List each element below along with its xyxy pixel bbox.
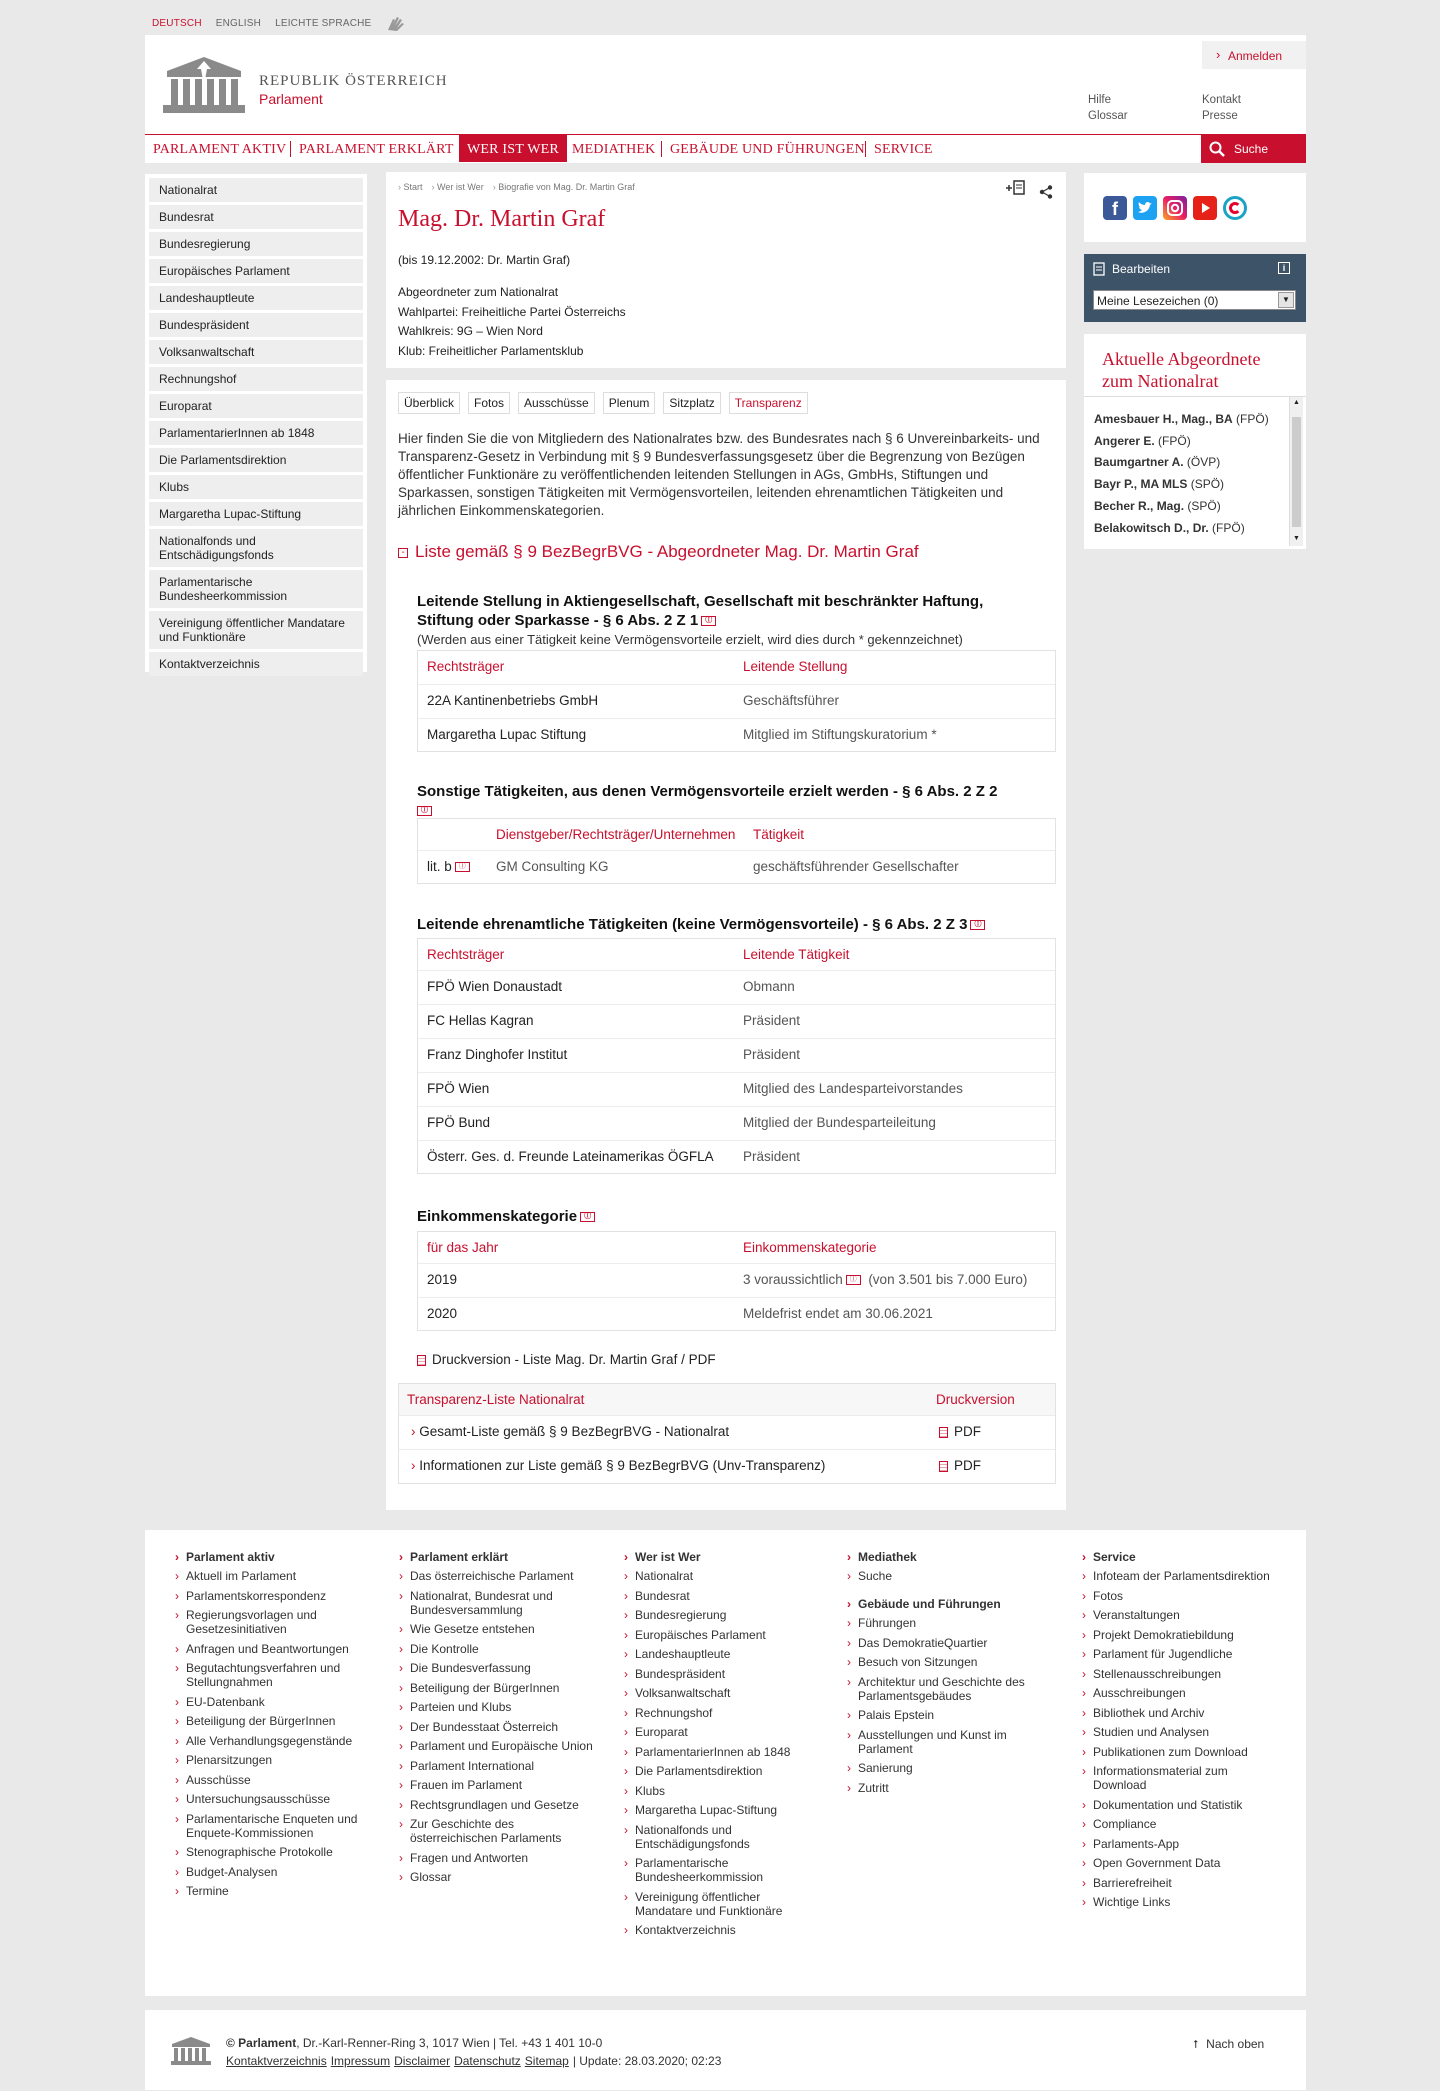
list-item[interactable]	[1094, 518, 1269, 540]
cell-kategorie: Meldefrist endet am 30.06.2021	[743, 1306, 933, 1321]
list-item[interactable]	[1094, 474, 1269, 496]
footer-link[interactable]: › Parlament International	[410, 1759, 595, 1773]
table-row	[418, 1298, 1055, 1332]
profile-tabs	[398, 392, 808, 414]
table-header	[418, 1232, 1055, 1264]
footer-link[interactable]: › Nationalfonds und Entschädigungsfonds	[635, 1823, 820, 1851]
logo-line2: Parlament	[259, 91, 323, 107]
util-links-2	[1202, 92, 1241, 124]
tab-plenum[interactable]: Plenum	[603, 392, 656, 414]
section3-title-text: Leitende ehrenamtliche Tätigkeiten (keine Vermögensvorteile) - § 6 Abs. 2 Z 3	[417, 916, 968, 933]
pdf-icon	[939, 1427, 948, 1438]
table-row	[418, 685, 1055, 719]
footer-link[interactable]: › Bibliothek und Archiv	[1093, 1706, 1278, 1720]
footer-link[interactable]: › Vereinigung öffentlicher Mandatare und Funktionäre	[635, 1890, 820, 1918]
footer-link[interactable]: › Parlament für Jugendliche	[1093, 1647, 1278, 1661]
table-row	[418, 1073, 1055, 1107]
footer-link[interactable]: › Parlament und Europäische Union	[410, 1739, 595, 1753]
footer-link[interactable]: › EU-Datenbank	[186, 1695, 371, 1709]
cell-rechtstraeger: 22A Kantinenbetriebs GmbH	[427, 693, 599, 708]
cell-dienstgeber: GM Consulting KG	[496, 859, 609, 874]
member-name: Angerer E.	[1094, 433, 1155, 448]
search-label: Suche	[1234, 142, 1269, 156]
bookmark-icon	[1093, 262, 1105, 276]
pdf-icon	[939, 1461, 948, 1472]
scroll-down-icon[interactable]: ▼	[1293, 535, 1300, 542]
footer-link[interactable]: › Klubs	[635, 1784, 820, 1798]
chevron-down-icon[interactable]: ▼	[1278, 292, 1294, 308]
footer-heading[interactable]: › Mediathek	[858, 1550, 1043, 1564]
search-icon	[1209, 141, 1225, 157]
footer-link[interactable]: › Wichtige Links	[1093, 1895, 1278, 1909]
person-alias: (bis 19.12.2002: Dr. Martin Graf)	[398, 253, 571, 267]
current-members-title-line2: zum Nationalrat	[1102, 371, 1219, 391]
list-title: Liste gemäß § 9 BezBegrBVG - Abgeordneter Mag. Dr. Martin Graf	[415, 542, 919, 561]
footer-link[interactable]: › Margaretha Lupac-Stiftung	[635, 1803, 820, 1817]
footer-link[interactable]: › Budget-Analysen	[186, 1865, 371, 1879]
print-version-label: Druckversion - Liste Mag. Dr. Martin Graf / PDF	[432, 1352, 716, 1367]
twitter-icon[interactable]	[1133, 196, 1157, 220]
person-party: Wahlpartei: Freiheitliche Partei Österreichs	[398, 305, 626, 319]
cell-taetigkeit: Mitglied des Landesparteivorstandes	[743, 1081, 963, 1096]
cell-taetigkeit: Präsident	[743, 1013, 801, 1028]
cell-rechtstraeger: Österr. Ges. d. Freunde Lateinamerikas ÖGFLA	[427, 1149, 714, 1164]
list-heading[interactable]	[398, 542, 919, 562]
footer-heading[interactable]: › Gebäude und Führungen	[858, 1597, 1043, 1611]
footer-link[interactable]: › Fragen und Antworten	[410, 1851, 595, 1865]
instagram-icon[interactable]	[1163, 196, 1187, 220]
footer-link[interactable]: › Das DemokratieQuartier	[858, 1636, 1043, 1650]
cell-kategorie: 3 voraussichtlich	[743, 1272, 843, 1287]
table-einkommenskategorie	[417, 1231, 1056, 1331]
footer-link[interactable]: › Informationsmaterial zum Download	[1093, 1764, 1278, 1792]
footer-link[interactable]: › Projekt Demokratiebildung	[1093, 1628, 1278, 1642]
cell-jahr: 2020	[427, 1306, 458, 1321]
sidebar-item-nationalfonds[interactable]: Nationalfonds und Entschädigungsfonds	[149, 529, 363, 567]
back-to-top-label: Nach oben	[1206, 2037, 1265, 2051]
table-row	[418, 719, 1055, 753]
sidebar-item-bundesrat[interactable]: Bundesrat	[149, 205, 363, 229]
breadcrumb	[398, 182, 635, 192]
footer-link[interactable]: › Beteiligung der BürgerInnen	[186, 1714, 371, 1728]
section4-title	[417, 1207, 595, 1226]
footer-col-service	[1093, 1550, 1278, 1915]
footer-link[interactable]: › Plenarsitzungen	[186, 1753, 371, 1767]
share-icon[interactable]	[1039, 185, 1053, 199]
section1-title	[417, 592, 1057, 630]
member-party: (ÖVP)	[1186, 455, 1221, 470]
column-header-jahr: für das Jahr	[427, 1240, 499, 1255]
footer-heading[interactable]: › Parlament erklärt	[410, 1550, 595, 1564]
footer-link[interactable]: › Europarat	[635, 1725, 820, 1739]
table-leitende-stellung	[417, 650, 1056, 752]
scrollbar[interactable]	[1289, 397, 1303, 546]
table-row	[418, 1005, 1055, 1039]
nav-wer-ist-wer[interactable]: WER IST WER	[459, 135, 567, 162]
column-header-dienstgeber: Dienstgeber/Rechtsträger/Unternehmen	[496, 827, 736, 842]
cell-rechtstraeger: Margaretha Lupac Stiftung	[427, 727, 587, 742]
footer-link[interactable]: › Bundesrat	[635, 1589, 820, 1603]
footer-link[interactable]: › Stellenausschreibungen	[1093, 1667, 1278, 1681]
bookmark-add-icon[interactable]	[1006, 180, 1026, 196]
column-header-taetigkeit: Tätigkeit	[753, 827, 805, 842]
lang-english[interactable]: ENGLISH	[215, 17, 262, 29]
current-members-box	[1084, 334, 1306, 549]
footer-link[interactable]: › Untersuchungsausschüsse	[186, 1792, 371, 1806]
bookmarks-select[interactable]	[1093, 290, 1296, 310]
footer-link[interactable]: › Kontaktverzeichnis	[635, 1923, 820, 1937]
footer-link[interactable]: › Beteiligung der BürgerInnen	[410, 1681, 595, 1695]
cell-taetigkeit: Mitglied der Bundesparteileitung	[743, 1115, 936, 1130]
footer-brand: © Parlament	[226, 2036, 297, 2050]
section4-title-text: Einkommenskategorie	[417, 1208, 578, 1225]
current-members-title-line1: Aktuelle Abgeordnete	[1102, 349, 1261, 369]
footer-link[interactable]: › Parlamentskorrespondenz	[186, 1589, 371, 1603]
nav-gebaeude[interactable]: GEBÄUDE UND FÜHRUNGEN	[670, 142, 865, 157]
footer-link[interactable]: › Wie Gesetze entstehen	[410, 1622, 595, 1636]
list-item[interactable]	[1094, 452, 1269, 474]
app-icon[interactable]	[1223, 196, 1247, 220]
nav-parlament-erklaert[interactable]: PARLAMENT ERKLÄRT	[299, 142, 454, 157]
info-icon[interactable]: Ⓘ	[970, 920, 985, 930]
footer-link[interactable]: › Suche	[858, 1569, 1043, 1583]
members-list	[1084, 397, 1306, 546]
column-header-druckversion: Druckversion	[936, 1392, 1015, 1407]
footer-link[interactable]: › ParlamentarierInnen ab 1848	[635, 1745, 820, 1759]
footer-link[interactable]: › Parteien und Klubs	[410, 1700, 595, 1714]
section2-title	[417, 782, 1057, 820]
footer-link[interactable]: › Parlamentarische Enqueten und Enquete-Kommissionen	[186, 1812, 371, 1840]
collapse-icon[interactable]: -	[398, 548, 408, 558]
column-header-taetigkeit: Leitende Tätigkeit	[743, 947, 850, 962]
site-header	[145, 35, 1306, 163]
scroll-thumb[interactable]	[1292, 417, 1301, 527]
footer-link[interactable]: › Frauen im Parlament	[410, 1778, 595, 1792]
footer-link-kontaktverzeichnis[interactable]: Kontaktverzeichnis	[226, 2054, 327, 2068]
cell-stellung: Mitglied im Stiftungskuratorium *	[743, 727, 937, 742]
footer-link[interactable]: › Barrierefreiheit	[1093, 1876, 1278, 1890]
member-name: Bayr P., MA MLS	[1094, 477, 1188, 492]
sidebar-item-parlamentsdirektion[interactable]: Die Parlamentsdirektion	[149, 448, 363, 472]
tab-fotos[interactable]: Fotos	[468, 392, 510, 414]
footer-link[interactable]: › Compliance	[1093, 1817, 1278, 1831]
member-party: (FPÖ)	[1158, 433, 1191, 448]
page-title: Mag. Dr. Martin Graf	[398, 206, 606, 232]
footer-link[interactable]: › Volksanwaltschaft	[635, 1686, 820, 1700]
sidebar-item-nationalrat[interactable]: Nationalrat	[149, 178, 363, 202]
footer-link[interactable]: › Begutachtungsverfahren und Stellungnahmen	[186, 1661, 371, 1689]
back-to-top-link[interactable]	[1193, 2037, 1264, 2052]
cell-rechtstraeger: FPÖ Wien Donaustadt	[427, 979, 563, 994]
member-name: Baumgartner A.	[1094, 455, 1184, 470]
person-club: Klub: Freiheitlicher Parlamentsklub	[398, 344, 584, 358]
footer-col-parlament-erklaert	[410, 1550, 595, 1890]
cell-rechtstraeger: Franz Dinghofer Institut	[427, 1047, 568, 1062]
footer-link[interactable]: › Nationalrat, Bundesrat und Bundesversammlung	[410, 1589, 595, 1617]
lang-deutsch[interactable]: DEUTSCH	[152, 17, 202, 29]
table-row	[418, 1264, 1055, 1298]
section1-title-line1: Leitende Stellung in Aktiengesellschaft, Gesellschaft mit beschränkter Haftung,	[417, 593, 984, 610]
util-links-1	[1088, 92, 1128, 124]
breadcrumb-current: › Biografie von Mag. Dr. Martin Graf	[493, 182, 635, 192]
info-icon[interactable]: Ⓘ	[455, 862, 470, 872]
sidebar-item-klubs[interactable]: Klubs	[149, 475, 363, 499]
nav-service[interactable]: SERVICE	[874, 142, 933, 157]
member-party: (FPÖ)	[1236, 412, 1269, 426]
contact-link[interactable]: Kontakt	[1202, 94, 1241, 106]
footer-link[interactable]: › Anfragen und Beantwortungen	[186, 1642, 371, 1656]
footer-address-text: , Dr.-Karl-Renner-Ring 3, 1017 Wien | Tel. +43 1 401 10-0	[296, 2036, 603, 2050]
footer-link[interactable]: › Parlaments-App	[1093, 1837, 1278, 1851]
edit-bookmarks-box	[1084, 254, 1306, 322]
footer-link[interactable]: › Zur Geschichte des österreichischen Parlaments	[410, 1817, 595, 1845]
footer-link[interactable]: › Landeshauptleute	[635, 1647, 820, 1661]
transparency-content	[386, 380, 1066, 1510]
section2-title-text: Sonstige Tätigkeiten, aus denen Vermögensvorteile erzielt werden - § 6 Abs. 2 Z 2	[417, 783, 998, 800]
press-link[interactable]: Presse	[1202, 110, 1238, 122]
footer-link[interactable]: › Der Bundesstaat Österreich	[410, 1720, 595, 1734]
main-navigation	[145, 134, 1306, 162]
footer-link[interactable]: › Regierungsvorlagen und Gesetzesinitiativen	[186, 1608, 371, 1636]
footer-link[interactable]: › Europäisches Parlament	[635, 1628, 820, 1642]
table-row[interactable]: › Informationen zur Liste gemäß § 9 BezBegrBVG (Unv-Transparenz) PDF	[411, 1458, 981, 1473]
parliament-building-icon	[159, 55, 249, 117]
info-icon[interactable]: Ⓘ	[580, 1212, 595, 1222]
footer-link[interactable]: › Rechnungshof	[635, 1706, 820, 1720]
footer-link[interactable]: › Stenographische Protokolle	[186, 1845, 371, 1859]
glossary-link[interactable]: Glossar	[1088, 110, 1128, 122]
footer-sitemap	[145, 1530, 1306, 1996]
current-members-title	[1102, 348, 1260, 392]
tab-sitzplatz[interactable]: Sitzplatz	[663, 392, 720, 414]
list-item[interactable]	[1094, 496, 1269, 518]
sidebar-item-vereinigung[interactable]: Vereinigung öffentlicher Mandatare und Funktionäre	[149, 611, 363, 649]
footer-link[interactable]: › Glossar	[410, 1870, 595, 1884]
cell-taetigkeit: Obmann	[743, 979, 795, 994]
footer-link[interactable]: › Termine	[186, 1884, 371, 1898]
edit-label[interactable]: Bearbeiten	[1112, 262, 1171, 276]
footer-link[interactable]: › Führungen	[858, 1616, 1043, 1630]
cell-jahr: 2019	[427, 1272, 458, 1287]
footer-link[interactable]: › Die Bundesverfassung	[410, 1661, 595, 1675]
footer-col-parlament-aktiv	[186, 1550, 371, 1904]
footer-link[interactable]: › Das österreichische Parlament	[410, 1569, 595, 1583]
sidebar-item-lupac[interactable]: Margaretha Lupac-Stiftung	[149, 502, 363, 526]
info-icon[interactable]: Ⓘ	[701, 616, 716, 626]
person-card	[386, 172, 1066, 368]
footer-link-impressum[interactable]: Impressum	[330, 2054, 391, 2068]
nav-mediathek[interactable]: MEDIATHEK	[572, 142, 656, 157]
social-media-box	[1084, 173, 1306, 242]
sign-language-icon[interactable]	[385, 14, 407, 32]
logo-line1: REPUBLIK ÖSTERREICH	[259, 73, 448, 89]
lang-easy[interactable]: LEICHTE SPRACHE	[275, 17, 372, 29]
pdf-link[interactable]: PDF	[954, 1424, 981, 1439]
cell-list-link[interactable]: Informationen zur Liste gemäß § 9 BezBegrBVG (Unv-Transparenz)	[419, 1458, 826, 1473]
footer-col-mediathek	[858, 1550, 1043, 1800]
footer-link[interactable]: › Sanierung	[858, 1761, 1043, 1775]
footer-link[interactable]: › Rechtsgrundlagen und Gesetze	[410, 1798, 595, 1812]
sidebar-item-rechnungshof[interactable]: Rechnungshof	[149, 367, 363, 391]
footer-link[interactable]: › Open Government Data	[1093, 1856, 1278, 1870]
cell-taetigkeit: Präsident	[743, 1047, 801, 1062]
intro-text: Hier finden Sie die von Mitgliedern des Nationalrates bzw. des Bundesrates nach § 6 Unvereinbarkeits- und Transparenz-Gesetz in Verbindung mit § 9 Bundesverfassungsgesetz über die Begrenzung von Bezügen öffentlicher Funktionäre zu veröffentlichenden leitenden Stellungen in AGs, GmbHs, Stiftungen und Sparkassen, sonstigen Tätigkeiten mit Vermögensvorteilen, leitenden ehrenamtlichen Tätigkeiten und jährlichen Einkommenskategorien.	[398, 431, 1040, 518]
footer-link[interactable]: › Fotos	[1093, 1589, 1278, 1603]
table-row	[418, 851, 1055, 885]
cell-kategorie-range: (von 3.501 bis 7.000 Euro)	[868, 1272, 1028, 1287]
cell-litera: lit. b	[427, 859, 452, 874]
list-item[interactable]	[1094, 431, 1269, 453]
footer-address	[226, 2036, 602, 2050]
table-row	[418, 1141, 1055, 1175]
footer-heading[interactable]: › Wer ist Wer	[635, 1550, 820, 1564]
person-district: Wahlkreis: 9G – Wien Nord	[398, 324, 543, 338]
footer-link[interactable]: › Nationalrat	[635, 1569, 820, 1583]
tab-ueberblick[interactable]: Überblick	[398, 392, 460, 414]
footer-link[interactable]: › Zutritt	[858, 1781, 1043, 1795]
left-sidebar	[145, 174, 367, 672]
table-row[interactable]: › Gesamt-Liste gemäß § 9 BezBegrBVG - Nationalrat PDF	[399, 1416, 1055, 1450]
footer-link[interactable]: › Die Kontrolle	[410, 1642, 595, 1656]
footer-heading[interactable]: › Service	[1093, 1550, 1278, 1564]
footer-link[interactable]: › Parlamentarische Bundesheerkommission	[635, 1856, 820, 1884]
column-header-rechtstraeger: Rechtsträger	[427, 947, 505, 962]
list-item[interactable]	[1094, 409, 1269, 431]
pdf-icon	[417, 1355, 426, 1366]
table-row	[418, 971, 1055, 1005]
table-row	[418, 1107, 1055, 1141]
table-sonstige-taetigkeiten	[417, 818, 1056, 884]
arrow-up-icon: ⭡	[1193, 2039, 1199, 2051]
column-header-kategorie: Einkommenskategorie	[743, 1240, 877, 1255]
sidebar-item-eu-parlament[interactable]: Europäisches Parlament	[149, 259, 363, 283]
member-name: Becher R., Mag.	[1094, 498, 1185, 513]
footer-link[interactable]: › Alle Verhandlungsgegenstände	[186, 1734, 371, 1748]
table-header	[418, 819, 1055, 851]
footer-link[interactable]: › Die Parlamentsdirektion	[635, 1764, 820, 1778]
sidebar-item-kontaktverzeichnis[interactable]: Kontaktverzeichnis	[149, 652, 363, 676]
cell-stellung: Geschäftsführer	[743, 693, 840, 708]
tab-transparenz[interactable]: Transparenz	[729, 392, 808, 414]
footer-link[interactable]: › Studien und Analysen	[1093, 1725, 1278, 1739]
youtube-icon[interactable]	[1193, 196, 1217, 220]
parliament-logo[interactable]	[159, 55, 448, 117]
footer-link[interactable]: › Palais Epstein	[858, 1708, 1043, 1722]
table-header	[418, 651, 1055, 685]
column-header-rechtstraeger: Rechtsträger	[427, 659, 505, 674]
footer-link[interactable]: › Aktuell im Parlament	[186, 1569, 371, 1583]
footer-link[interactable]: › Publikationen zum Download	[1093, 1745, 1278, 1759]
footer-link[interactable]: › Ausschreibungen	[1093, 1686, 1278, 1700]
cell-rechtstraeger: FPÖ Wien	[427, 1081, 490, 1096]
info-icon[interactable]: Ⓘ	[846, 1275, 861, 1285]
cell-taetigkeit: Präsident	[743, 1149, 801, 1164]
info-icon[interactable]: i	[1278, 262, 1290, 274]
footer-link[interactable]: › Dokumentation und Statistik	[1093, 1798, 1278, 1812]
footer-link[interactable]: › Ausstellungen und Kunst im Parlament	[858, 1728, 1043, 1756]
column-header-transparenz: Transparenz-Liste Nationalrat	[407, 1392, 585, 1407]
footer-link[interactable]: › Besuch von Sitzungen	[858, 1655, 1043, 1669]
sidebar-item-bundesregierung[interactable]: Bundesregierung	[149, 232, 363, 256]
help-link[interactable]: Hilfe	[1088, 94, 1112, 106]
footer-link[interactable]: › Veranstaltungen	[1093, 1608, 1278, 1622]
footer-link[interactable]: › Ausschüsse	[186, 1773, 371, 1787]
sidebar-item-parlamentarier[interactable]: ParlamentarierInnen ab 1848	[149, 421, 363, 445]
footer-link[interactable]: › Architektur und Geschichte des Parlamentsgebäudes	[858, 1675, 1043, 1703]
breadcrumb-wer-ist-wer[interactable]: › Wer ist Wer	[432, 182, 484, 192]
print-version-link[interactable]	[417, 1352, 716, 1367]
footer-link-disclaimer[interactable]: Disclaimer	[394, 2054, 451, 2068]
tab-ausschuesse[interactable]: Ausschüsse	[518, 392, 595, 414]
sidebar-item-bundespraesident[interactable]: Bundespräsident	[149, 313, 363, 337]
footer-heading[interactable]: › Parlament aktiv	[186, 1550, 371, 1564]
pdf-link[interactable]: PDF	[954, 1458, 981, 1473]
sidebar-item-bundesheerkommission[interactable]: Parlamentarische Bundesheerkommission	[149, 570, 363, 608]
cell-list-link[interactable]: Gesamt-Liste gemäß § 9 BezBegrBVG - Nationalrat	[419, 1424, 730, 1439]
scroll-up-icon[interactable]: ▲	[1293, 399, 1300, 406]
cell-taetigkeit: geschäftsführender Gesellschafter	[753, 859, 959, 874]
info-icon[interactable]: Ⓘ	[417, 806, 432, 816]
column-header-stellung: Leitende Stellung	[743, 659, 848, 674]
sidebar-item-europarat[interactable]: Europarat	[149, 394, 363, 418]
table-ehrenamtliche-taetigkeiten	[417, 938, 1056, 1174]
table-header	[399, 1384, 1055, 1416]
table-row	[418, 1039, 1055, 1073]
footer-link[interactable]: › Bundesregierung	[635, 1608, 820, 1622]
footer-links	[226, 2054, 721, 2068]
table-header	[418, 939, 1055, 971]
login-button[interactable]: › Anmelden	[1202, 41, 1306, 69]
section1-title-line2: Stiftung oder Sparkasse - § 6 Abs. 2 Z 1	[417, 612, 699, 629]
facebook-icon[interactable]: f	[1103, 196, 1127, 220]
footer-link[interactable]: › Infoteam der Parlamentsdirektion	[1093, 1569, 1278, 1583]
sidebar-item-volksanwaltschaft[interactable]: Volksanwaltschaft	[149, 340, 363, 364]
footer-update: | Update: 28.03.2020; 02:23	[572, 2054, 722, 2068]
member-name: Belakowitsch D., Dr.	[1094, 520, 1209, 535]
member-name: Amesbauer H., Mag., BA	[1094, 412, 1233, 426]
sidebar-item-landeshauptleute[interactable]: Landeshauptleute	[149, 286, 363, 310]
footer-col-wer-ist-wer	[635, 1550, 820, 1943]
footer-link-sitemap[interactable]: Sitemap	[524, 2054, 569, 2068]
footer-link-datenschutz[interactable]: Datenschutz	[454, 2054, 521, 2068]
language-bar	[152, 14, 407, 32]
member-party: (FPÖ)	[1212, 520, 1245, 535]
section1-note: (Werden aus einer Tätigkeit keine Vermögensvorteile erzielt, wird dies durch * gekennzeichnet)	[417, 632, 963, 647]
cell-rechtstraeger: FC Hellas Kagran	[427, 1013, 534, 1028]
nav-parlament-aktiv[interactable]: PARLAMENT AKTIV	[153, 142, 287, 157]
breadcrumb-start[interactable]: › Start	[398, 182, 423, 192]
bookmarks-select-value: Meine Lesezeichen (0)	[1097, 294, 1219, 308]
person-role: Abgeordneter zum Nationalrat	[398, 285, 559, 299]
footer-link[interactable]: › Bundespräsident	[635, 1667, 820, 1681]
footer-bottom	[145, 2010, 1306, 2090]
parliament-building-icon	[170, 2036, 212, 2066]
member-party: (SPÖ)	[1187, 498, 1221, 513]
search-button[interactable]	[1201, 135, 1306, 163]
section3-title	[417, 915, 1057, 934]
cell-rechtstraeger: FPÖ Bund	[427, 1115, 491, 1130]
member-party: (SPÖ)	[1190, 477, 1225, 492]
table-transparenz-liste	[398, 1383, 1056, 1484]
